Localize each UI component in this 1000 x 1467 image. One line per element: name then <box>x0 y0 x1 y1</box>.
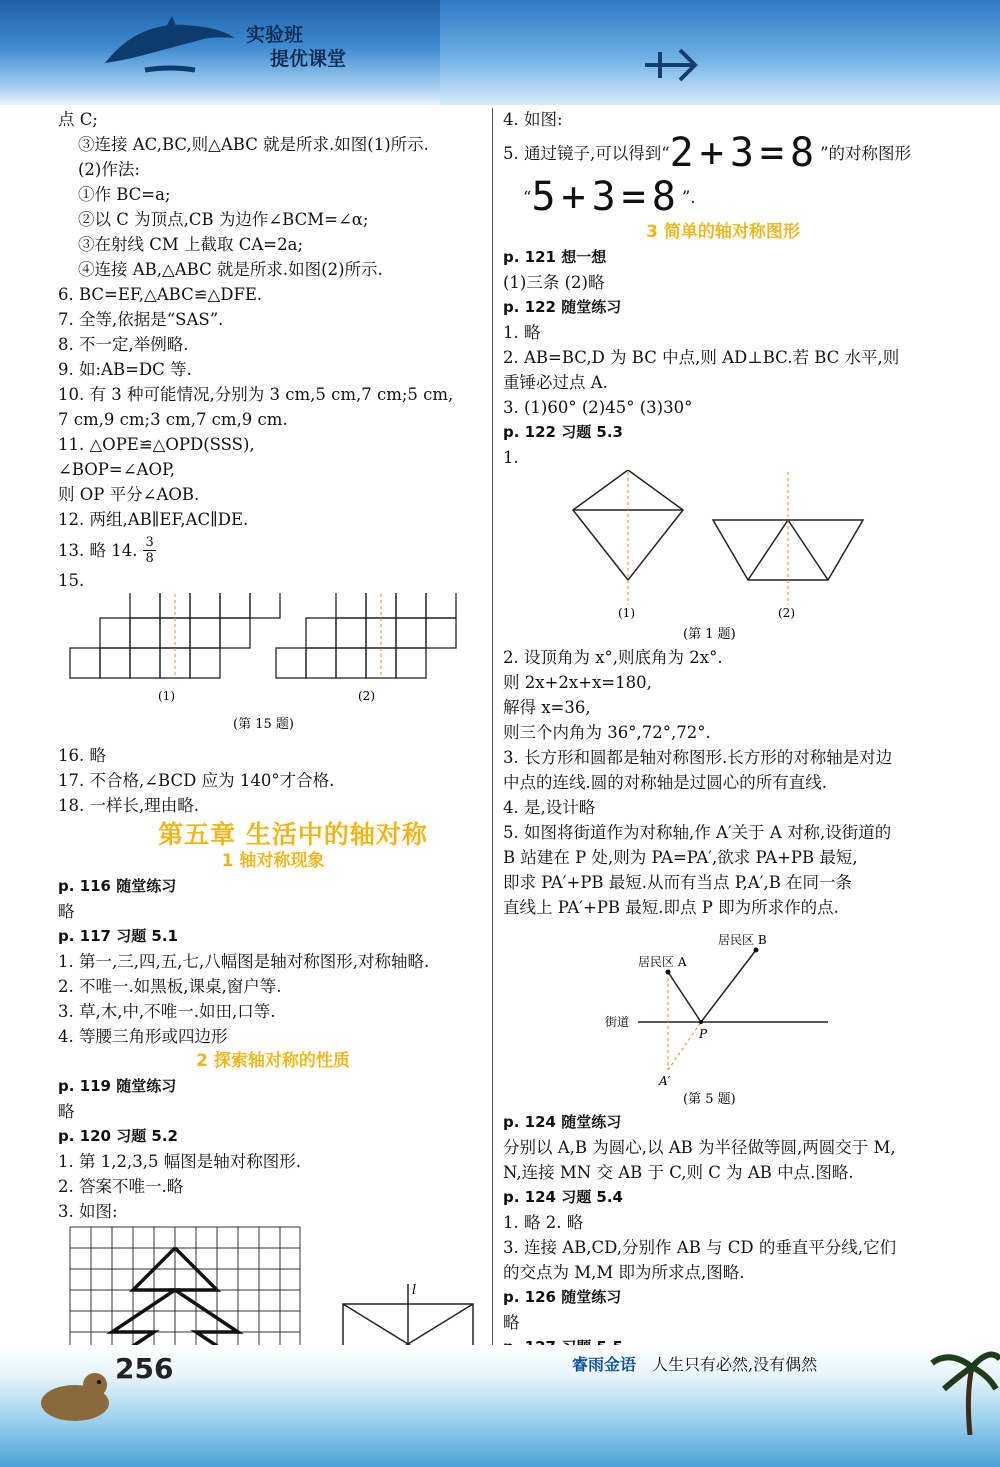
brand-line1: 实验班 <box>246 24 304 46</box>
answer-line: 则 OP 平分∠AOB. <box>58 485 200 504</box>
fig5-label-a: 居民区 A <box>638 955 687 969</box>
answer-line: 18. 一样长,理由略. <box>58 796 199 815</box>
item13-text: 13. 略 14. <box>58 540 138 560</box>
answer-line: 5. 如图将街道作为对称轴,作 A′关于 A 对称,设街道的 <box>503 823 892 842</box>
answer-line: ③在射线 CM 上截取 CA=2a; <box>78 235 304 254</box>
fig1-label-2: (2) <box>778 606 795 620</box>
left-column <box>58 107 488 1429</box>
header-ocean-band <box>440 0 1000 105</box>
answer-line: 1. 略 <box>503 323 541 342</box>
fraction-denominator: 8 <box>145 550 154 566</box>
answer-line: 则三个内角为 36°,72°,72°. <box>503 723 711 742</box>
answer-line: 7 cm,9 cm;3 cm,7 cm,9 cm. <box>58 410 288 429</box>
answer-line: 3. 连接 AB,CD,分别作 AB 与 CD 的垂直平分线,它们 <box>503 1238 897 1257</box>
answer-line: 2. 答案不唯一.略 <box>58 1177 184 1196</box>
section-title: 3 简单的轴对称图形 <box>646 222 800 242</box>
answer-line: 3. (1)60° (2)45° (3)30° <box>503 398 693 417</box>
fig15-label-2: (2) <box>358 689 375 703</box>
fig4-axis-label: l <box>412 1283 417 1298</box>
fig5-label-b: 居民区 B <box>718 933 767 947</box>
page-ref: p. 116 随堂练习 <box>58 877 177 895</box>
fig1-label-1: (1) <box>618 606 635 620</box>
answer-text: 5. 通过镜子,可以得到“ <box>503 143 670 163</box>
answer-line: B 站建在 P 处,则为 PA=PA′,欲求 PA+PB 最短, <box>503 848 858 867</box>
fig5-label-a-prime: A′ <box>659 1074 671 1088</box>
answer-line: 解得 x=36, <box>503 698 591 717</box>
answer-line: 10. 有 3 种可能情况,分别为 3 cm,5 cm,7 cm;5 cm, <box>58 385 454 404</box>
fig5-street-label: 街道 <box>605 1015 630 1029</box>
answer-line: 2. 设顶角为 x°,则底角为 2x°. <box>503 648 723 667</box>
answer-line: 3. 草,木,中,不唯一.如田,口等. <box>58 1002 276 1021</box>
answer-line: 17. 不合格,∠BCD 应为 140°才合格. <box>58 771 335 790</box>
answer-line: 直线上 PA′+PB 最短.即点 P 即为所求作的点. <box>503 898 839 917</box>
answer-line: 略 <box>58 1102 75 1121</box>
page-ref: p. 122 随堂练习 <box>503 298 622 316</box>
answer-line: (2)作法: <box>78 160 140 179</box>
seal-icon <box>35 1365 115 1425</box>
answer-line: 分别以 A,B 为圆心,以 AB 为半径做等圆,两圆交于 M, <box>503 1138 896 1157</box>
answer-line-13-14 <box>58 532 488 568</box>
answer-line: 重锤必过点 A. <box>503 373 608 392</box>
answer-line: ①作 BC=a; <box>78 185 171 204</box>
page-ref: p. 124 随堂练习 <box>503 1113 622 1131</box>
mirror-expression: 5+3=8 <box>531 173 682 220</box>
answer-line: 7. 全等,依据是“SAS”. <box>58 310 224 329</box>
answer-line: 1. <box>503 448 519 467</box>
motto-text: 人生只有必然,没有偶然 <box>652 1355 818 1374</box>
answer-line: N,连接 MN 交 AB 于 C,则 C 为 AB 中点.图略. <box>503 1163 854 1182</box>
answer-line: 略 <box>503 1313 520 1332</box>
answer-line: (1)三条 (2)略 <box>503 273 605 292</box>
answer-text: ”的对称图形 <box>820 143 912 163</box>
page-ref: p. 117 习题 5.1 <box>58 927 178 945</box>
page-ref: p. 119 随堂练习 <box>58 1077 177 1095</box>
answer-line: 15. <box>58 571 85 590</box>
chapter-title: 第五章 生活中的轴对称 <box>158 820 428 849</box>
page-ref: p. 126 随堂练习 <box>503 1288 622 1306</box>
answer-line: 略 <box>58 902 75 921</box>
answer-line: 1. 第 1,2,3,5 幅图是轴对称图形. <box>58 1152 301 1171</box>
right-column <box>503 107 943 1410</box>
fig1-caption: (第 1 题) <box>683 627 736 642</box>
page-ref: p. 124 习题 5.4 <box>503 1188 623 1206</box>
anchor-icon <box>640 40 720 90</box>
figure-5 <box>503 920 943 1110</box>
page-ref: p. 120 习题 5.2 <box>58 1127 178 1145</box>
answer-line: 的交点为 M,M 即为所求点,图略. <box>503 1263 745 1282</box>
mirror-line-2 <box>503 174 943 220</box>
page-ref: p. 121 想一想 <box>503 248 607 266</box>
answer-line: 4. 是,设计略 <box>503 798 596 817</box>
palm-tree-icon <box>930 1345 1000 1435</box>
answer-line: ③连接 AC,BC,则△ABC 就是所求.如图(1)所示. <box>78 135 429 154</box>
answer-line: ②以 C 为顶点,CB 为边作∠BCM=∠α; <box>78 210 369 229</box>
dolphin-icon <box>100 8 240 78</box>
answer-line: 4. 如图: <box>503 110 563 129</box>
answer-line: 8. 不一定,举例略. <box>58 335 189 354</box>
section-title: 2 探索轴对称的性质 <box>196 1051 350 1071</box>
answer-line: 中点的连线.圆的对称轴是过圆心的所有直线. <box>503 773 827 792</box>
answer-line: 9. 如:AB=DC 等. <box>58 360 192 379</box>
answer-line: 1. 略 2. 略 <box>503 1213 584 1232</box>
column-divider <box>492 108 493 1345</box>
answer-line: 即求 PA′+PB 最短.从而有当点 P,A′,B 在同一条 <box>503 873 853 892</box>
answer-line: ∠BOP=∠AOP, <box>58 460 175 479</box>
fig5-caption: (第 5 题) <box>683 1092 736 1107</box>
motto-label: 睿雨金语 <box>572 1355 637 1374</box>
page-ref: p. 122 习题 5.3 <box>503 423 623 441</box>
answer-line: 则 2x+2x+x=180, <box>503 673 652 692</box>
mirror-line-1 <box>503 129 943 176</box>
answer-line: ④连接 AB,△ABC 就是所求.如图(2)所示. <box>78 260 383 279</box>
answer-line: 3. 如图: <box>58 1202 118 1221</box>
fraction <box>143 535 155 566</box>
answer-line: 6. BC=EF,△ABC≌△DFE. <box>58 285 263 304</box>
answer-line: 4. 等腰三角形或四边形 <box>58 1027 228 1046</box>
figure-15 <box>58 593 488 743</box>
answer-line: 3. 长方形和圆都是轴对称图形.长方形的对称轴是对边 <box>503 748 893 767</box>
section-title: 1 轴对称现象 <box>221 851 325 871</box>
fig15-caption: (第 15 题) <box>233 717 294 732</box>
fig5-label-p: P <box>699 1027 708 1041</box>
fig15-label-1: (1) <box>158 689 175 703</box>
page-number: 256 <box>115 1352 174 1385</box>
brand-line2: 提优课堂 <box>270 48 347 70</box>
answer-line: 2. AB=BC,D 为 BC 中点,则 AD⊥BC.若 BC 水平,则 <box>503 348 900 367</box>
quote-open: “ <box>523 187 532 207</box>
answer-line: 12. 两组,AB∥EF,AC∥DE. <box>58 510 249 529</box>
answer-line: 16. 略 <box>58 746 106 765</box>
page-header <box>0 0 1000 105</box>
quote-close: ”. <box>681 187 696 207</box>
answer-line: 点 C; <box>58 110 98 129</box>
answer-line: 2. 不唯一.如黑板,课桌,窗户等. <box>58 977 282 996</box>
mirror-expression: 2+3=8 <box>669 129 821 176</box>
answer-line: 1. 第一,三,四,五,七,八幅图是轴对称图形,对称轴略. <box>58 952 430 971</box>
answer-line: 11. △OPE≌△OPD(SSS), <box>58 435 255 454</box>
figure-1 <box>503 470 943 645</box>
fraction-numerator: 3 <box>145 534 154 550</box>
